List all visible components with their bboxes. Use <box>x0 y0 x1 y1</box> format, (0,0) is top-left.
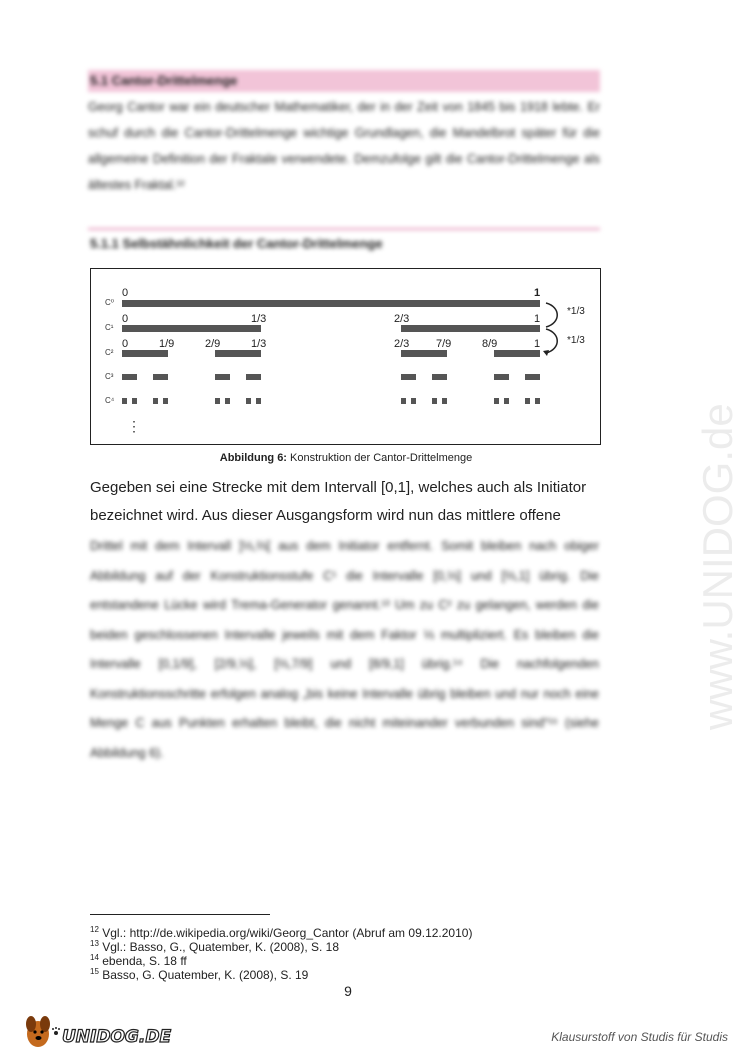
row-label-c1: C¹ <box>105 323 114 332</box>
r2-label-2: 2/9 <box>205 338 221 350</box>
r1-label-1: 1/3 <box>251 313 267 325</box>
c4-segment <box>256 398 261 404</box>
footnote-text: ebenda, S. 18 ff <box>102 954 187 968</box>
dog-icon <box>26 1016 50 1047</box>
r1-label-3: 1 <box>534 313 541 325</box>
caption-label: Abbildung 6: <box>219 452 287 464</box>
footnote-text: Basso, G. Quatember, K. (2008), S. 19 <box>102 968 309 982</box>
r0-label-0: 0 <box>122 287 129 299</box>
footnote-number: 14 <box>90 953 99 962</box>
paw-icon <box>52 1027 60 1035</box>
watermark <box>690 260 750 740</box>
c2-segment-2 <box>215 350 261 357</box>
body-line-1: Gegeben sei eine Strecke mit dem Intervall [0,1], welches auch als Initiator <box>90 479 587 496</box>
r2-label-0: 0 <box>122 338 129 350</box>
section-heading <box>88 70 600 92</box>
arrow-icon <box>546 329 557 353</box>
r2-label-4: 2/3 <box>394 338 410 350</box>
continuation-dots: ⋮ <box>127 418 141 434</box>
c4-segment <box>122 398 127 404</box>
c4-segment <box>494 398 499 404</box>
r1-label-2: 2/3 <box>394 313 410 325</box>
r2-label-1: 1/9 <box>159 338 175 350</box>
r2-label-5: 7/9 <box>436 338 452 350</box>
cantor-diagram <box>91 269 600 444</box>
cantor-figure <box>90 268 601 445</box>
c4-segment <box>442 398 447 404</box>
arrow-icon <box>546 303 557 327</box>
row-label-c4: C⁴ <box>105 396 115 405</box>
subsection-heading <box>88 228 600 250</box>
c3-segment <box>215 374 230 380</box>
row-label-c3: C³ <box>105 372 114 381</box>
subsection-heading-text: 5.1.1 Selbstähnlichkeit der Cantor-Drittelmenge <box>90 236 383 251</box>
c4-segment <box>246 398 251 404</box>
logo-text: UNIDOG.DE <box>62 1027 172 1047</box>
c4-segment <box>132 398 137 404</box>
c3-segment <box>246 374 261 380</box>
footer-tagline: Klausurstoff von Studis für Studis <box>551 1030 728 1044</box>
unidog-logo <box>22 1010 172 1057</box>
c2-segment-3 <box>401 350 447 357</box>
section-heading-text: 5.1 Cantor-Drittelmenge <box>90 73 238 88</box>
r1-label-0: 0 <box>122 313 129 325</box>
r0-label-1: 1 <box>534 287 541 299</box>
c2-segment-1 <box>122 350 168 357</box>
c1-segment-2 <box>401 325 540 332</box>
c1-segment-1 <box>122 325 261 332</box>
figure-caption <box>90 452 602 464</box>
c4-segment <box>432 398 437 404</box>
arrow-label-1: *1/3 <box>567 306 585 317</box>
body-line-2: bezeichnet wird. Aus dieser Ausgangsform wird nun das mittlere offene <box>90 507 561 524</box>
c3-segment <box>122 374 137 380</box>
c4-segment <box>525 398 530 404</box>
row-label-c0: C⁰ <box>105 298 114 307</box>
footnote-number: 12 <box>90 925 99 934</box>
c4-segment <box>535 398 540 404</box>
c4-segment <box>504 398 509 404</box>
c4-segment <box>411 398 416 404</box>
c3-segment <box>494 374 509 380</box>
c3-segment <box>153 374 168 380</box>
row-label-c2: C² <box>105 348 114 357</box>
c4-segment <box>163 398 168 404</box>
c2-segment-4 <box>494 350 540 357</box>
c4-segment <box>153 398 158 404</box>
footnote-text: Vgl.: http://de.wikipedia.org/wiki/Georg_Cantor (Abruf am 09.12.2010) <box>102 926 473 940</box>
c4-segment <box>215 398 220 404</box>
r2-label-6: 8/9 <box>482 338 498 350</box>
footnote-15 <box>90 965 308 982</box>
arrow-label-2: *1/3 <box>567 335 585 346</box>
c0-segment <box>122 300 540 307</box>
c4-segment <box>225 398 230 404</box>
footnote-rule <box>90 914 270 915</box>
page-number: 9 <box>344 983 352 999</box>
r2-label-3: 1/3 <box>251 338 267 350</box>
body-blurred-text: Drittel mit dem Intervall ]⅓,⅔[ aus dem Initiator entfernt. Somit bleiben nach obiger Abbildung auf der Konstruktionsstufe C¹ die Intervalle [0,⅓] und [⅔,1] übrig. Die entstandene Lücke wird Trema-Generator genannt.¹³ Um zu C² zu gelangen, werden die beiden geschlossenen Intervalle jeweils mit dem Faktor ⅓ multipliziert. Es bleiben die Intervalle [0,1/9], [2/9,⅓], [⅔,7/9] und [8/9,1] übrig.¹⁴ Die nachfolgenden Konstruktionsschritte erfolgen analog „bis keine Intervalle übrig bleiben und nur noch eine Menge C aus Punkten erhalten bleibt, die nicht miteinander verbunden sind“¹⁵ (siehe Abbildung 6). <box>90 539 599 760</box>
c3-segment <box>432 374 447 380</box>
section-paragraph: Georg Cantor war ein deutscher Mathematiker, der in der Zeit von 1845 bis 1918 lebte. Er schuf durch die Cantor-Drittelmenge wichtige Grundlagen, die Mandelbrot später für die allgemeine Definition der Fraktale verwendete. Demzufolge gilt die Cantor-Drittelmenge als ältestes Fraktal.¹² <box>88 100 600 192</box>
r2-label-7: 1 <box>534 338 541 350</box>
footnote-number: 15 <box>90 967 99 976</box>
caption-text: Konstruktion der Cantor-Drittelmenge <box>286 452 473 464</box>
watermark-text: www.UNIDOG.de <box>694 403 741 730</box>
footnote-number: 13 <box>90 939 99 948</box>
c3-segment <box>401 374 416 380</box>
footnote-text: Vgl.: Basso, G., Quatember, K. (2008), S. 18 <box>102 940 340 954</box>
c4-segment <box>401 398 406 404</box>
c3-segment <box>525 374 540 380</box>
